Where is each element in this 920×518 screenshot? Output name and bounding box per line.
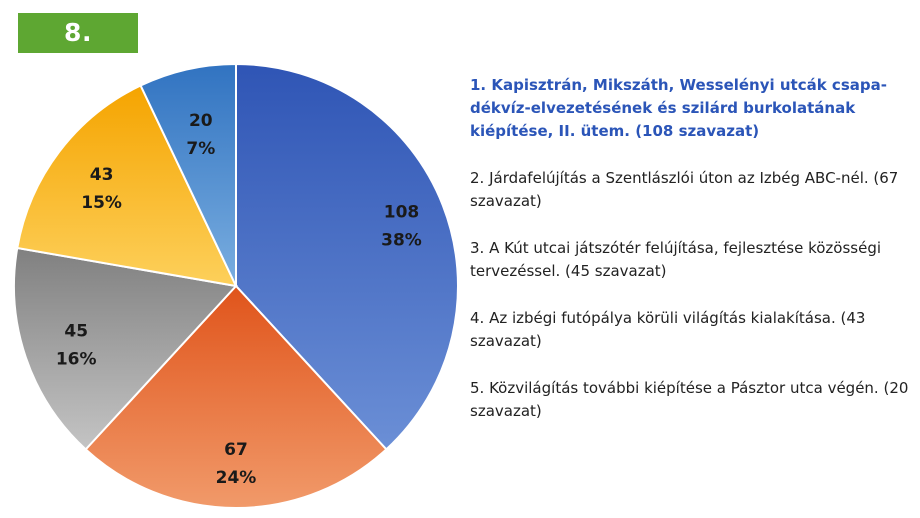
- section-badge: 8. IZBÉG: [18, 13, 138, 53]
- slice-percent-label-3: 16%: [55, 349, 97, 370]
- slice-value-label-5: 20: [188, 111, 213, 132]
- slice-value-label-1: 108: [383, 202, 420, 223]
- slice-percent-label-4: 15%: [81, 193, 122, 213]
- slice-percent-label-2: 24%: [215, 468, 257, 489]
- slice-value-label-2: 67: [224, 440, 248, 461]
- legend: [470, 74, 910, 447]
- legend-item-3: 3. A Kút utcai játszótér felújítása, fejlesztése közösségi tervezéssel. (45 szavazat): [470, 239, 882, 280]
- legend-item-4: 4. Az izbégi futópálya körüli világítás kialakítása. (43 szavazat): [470, 309, 866, 350]
- slice-value-label-4: 43: [89, 165, 114, 185]
- legend-item-5: 5. Közvilágítás további kiépítése a Pásztor utca végén. (20 szavazat): [470, 379, 909, 420]
- slice-percent-label-5: 7%: [186, 139, 216, 160]
- legend-item-1: 1. Kapisztrán, Mikszáth, Wesselényi utcák csapa-dékvíz-elvezetésének és szilárd burkolatának kiépítése, II. ütem. (108 szavazat): [470, 76, 887, 140]
- slice-percent-label-1: 38%: [381, 230, 422, 251]
- legend-item-2: 2. Járdafelújítás a Szentlászlói úton az Izbég ABC-nél. (67 szavazat): [470, 169, 899, 210]
- slice-value-label-3: 45: [64, 321, 89, 342]
